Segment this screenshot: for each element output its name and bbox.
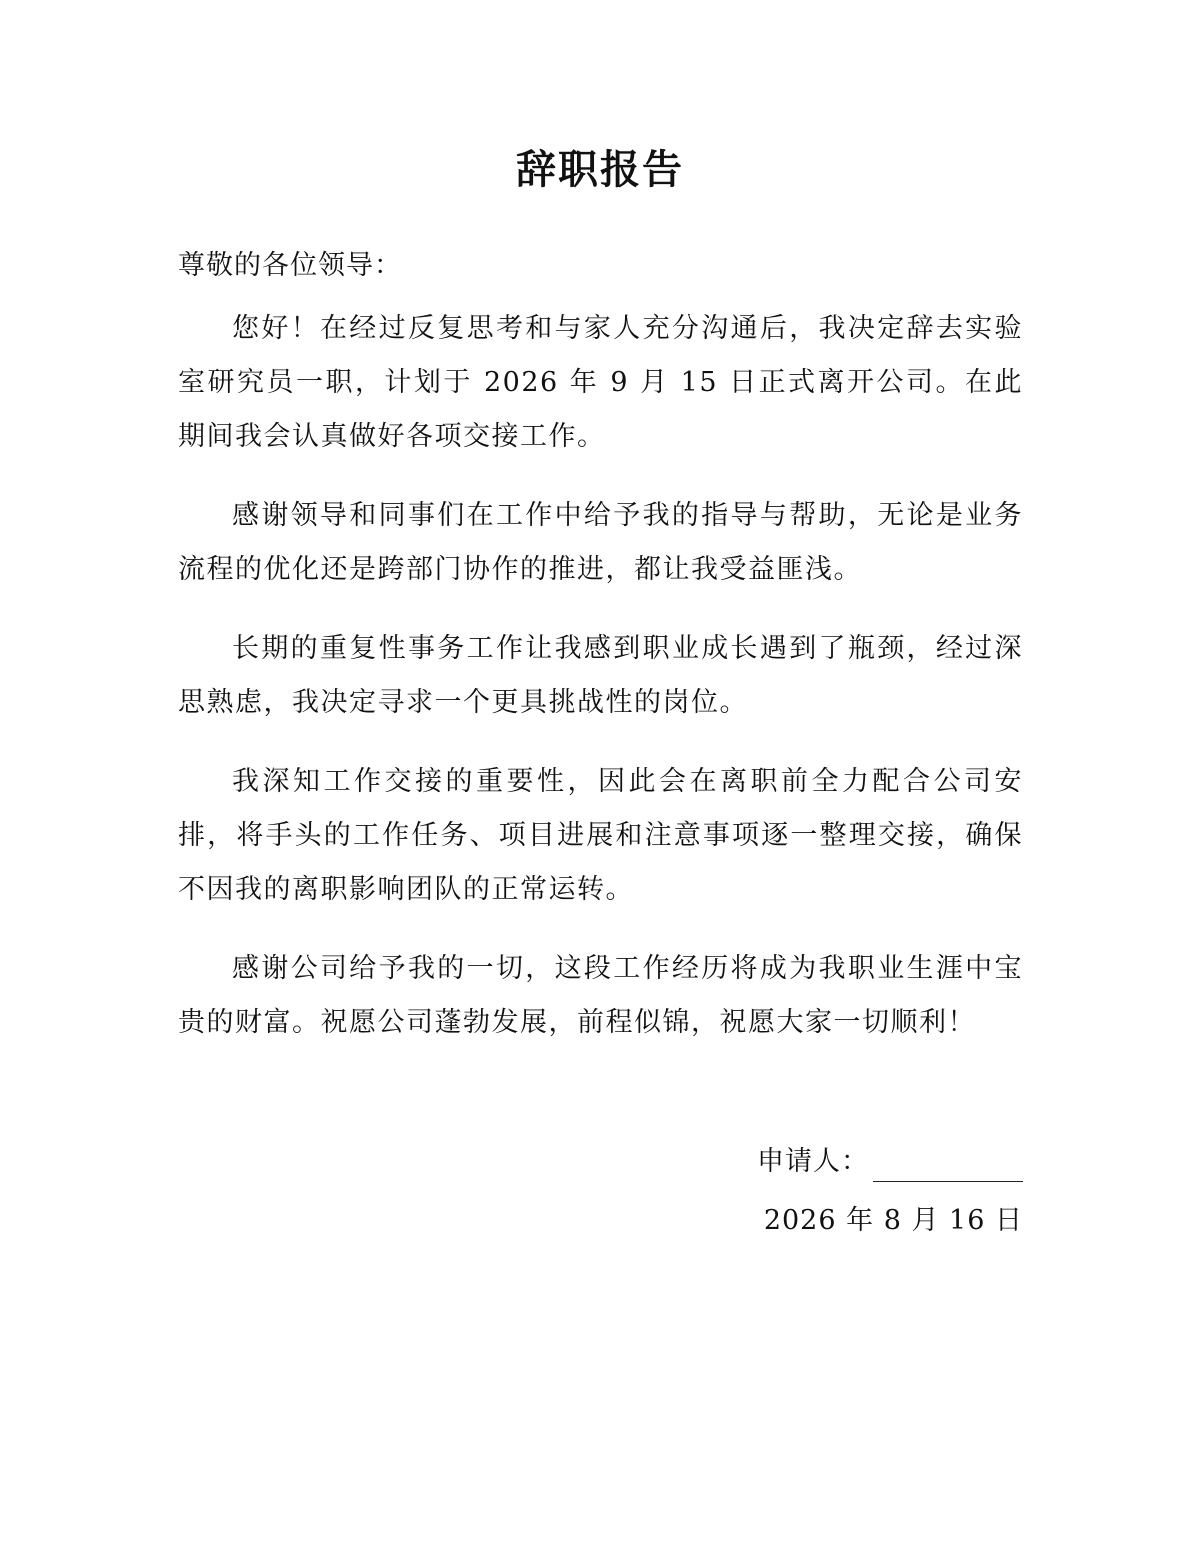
paragraph-reason: 长期的重复性事务工作让我感到职业成长遇到了瓶颈，经过深思熟虑，我决定寻求一个更具挑战性的岗位。 (178, 633, 1023, 718)
letter-date: 2026 年 8 月 16 日 (763, 1205, 1023, 1236)
letter-body (178, 302, 1023, 1075)
paragraph-greeting: 您好！在经过反复思考和与家人充分沟通后，我决定辞去实验室研究员一职，计划于 2026 年 9 月 15 日正式离开公司。在此期间我会认真做好各项交接工作。 (178, 313, 1023, 452)
salutation: 尊敬的各位领导： (178, 250, 402, 281)
signature-line (873, 1151, 1023, 1182)
applicant-label: 申请人： (757, 1146, 869, 1177)
paragraph-closing: 感谢公司给予我的一切，这段工作经历将成为我职业生涯中宝贵的财富。祝愿公司蓬勃发展，前程似锦，祝愿大家一切顺利！ (178, 953, 1023, 1038)
paragraph-thanks: 感谢领导和同事们在工作中给予我的指导与帮助，无论是业务流程的优化还是跨部门协作的推进，都让我受益匪浅。 (178, 500, 1023, 585)
paragraph-handover: 我深知工作交接的重要性，因此会在离职前全力配合公司安排，将手头的工作任务、项目进展和注意事项逐一整理交接，确保不因我的离职影响团队的正常运转。 (178, 766, 1023, 905)
document-title: 辞职报告 (516, 147, 684, 193)
signature-row (757, 1142, 1023, 1182)
